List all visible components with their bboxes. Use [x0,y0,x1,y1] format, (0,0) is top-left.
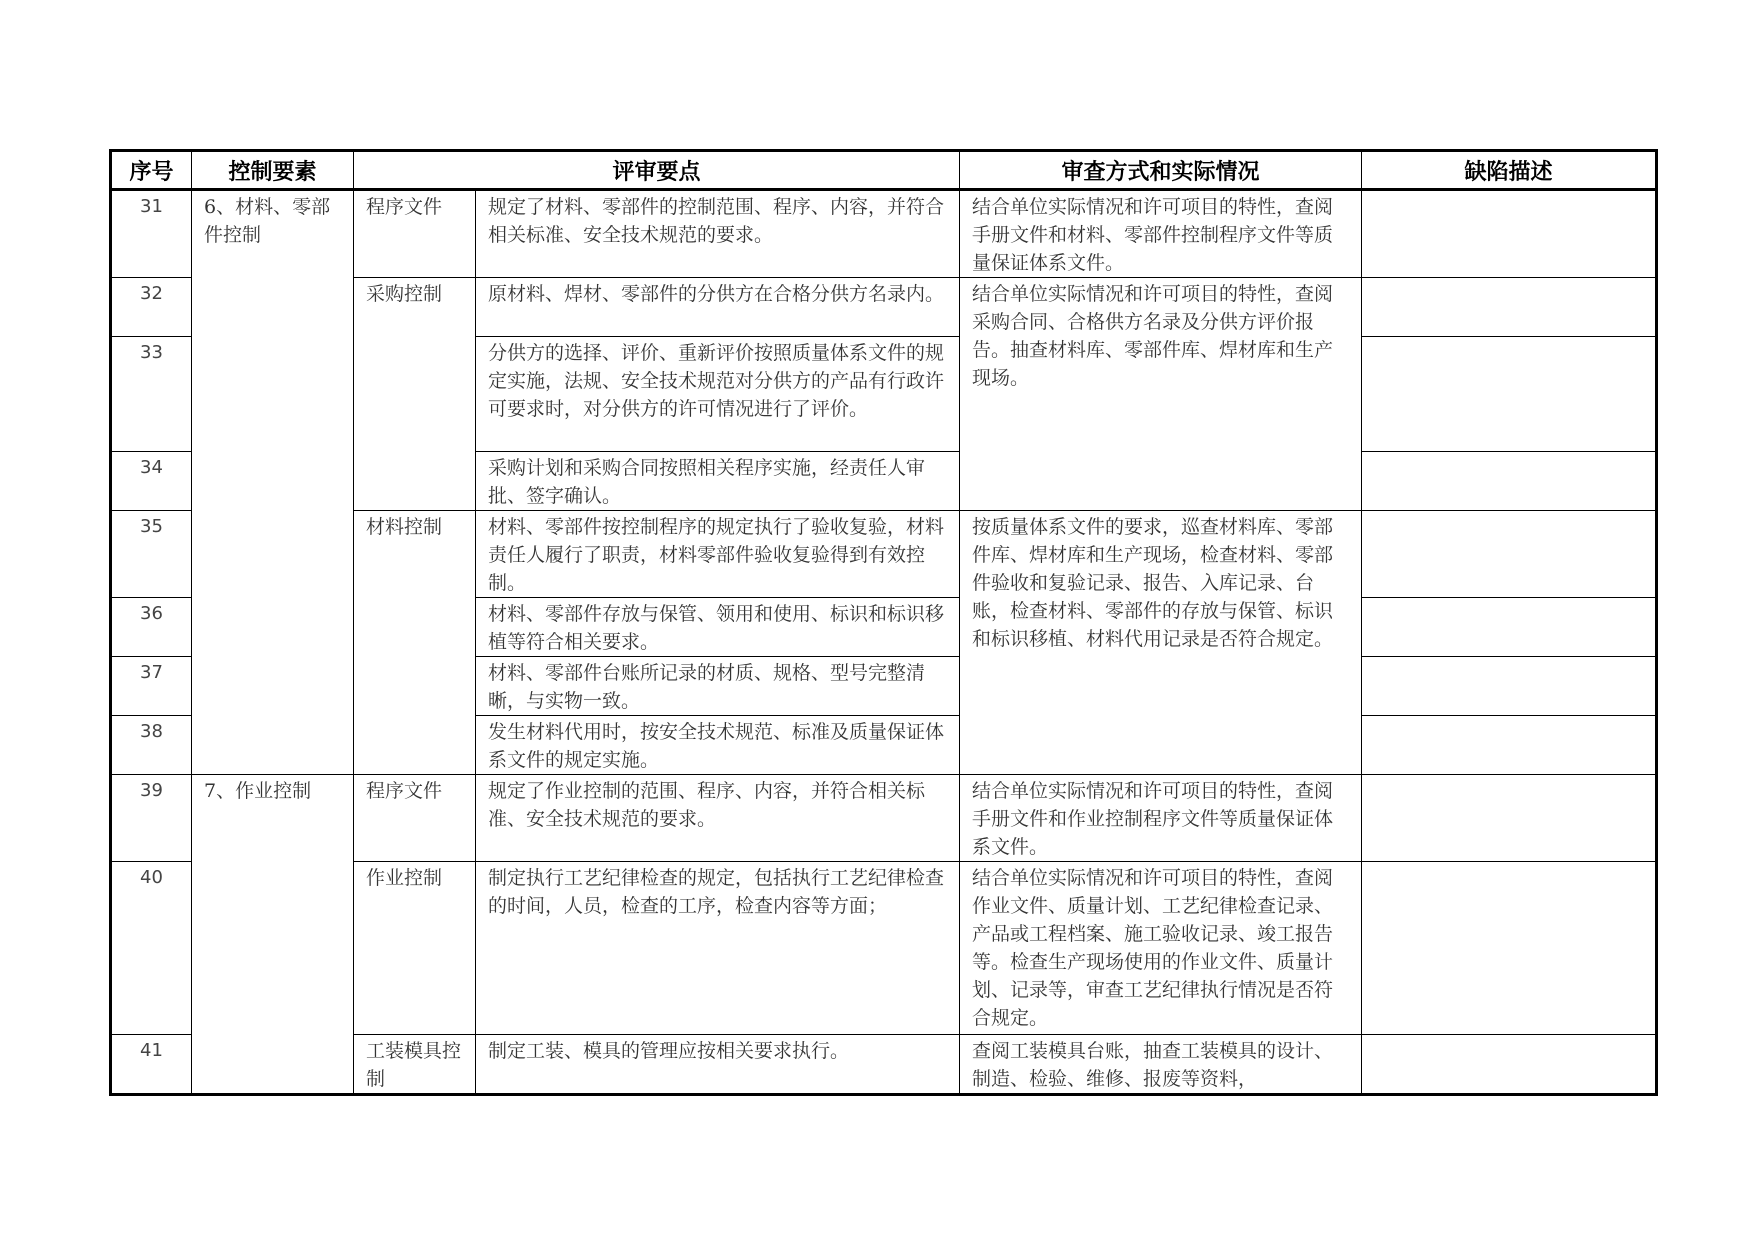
header-review-points: 评审要点 [354,151,960,190]
defect-cell[interactable] [1362,775,1657,862]
review-point-cell: 规定了作业控制的范围、程序、内容，并符合相关标准、安全技术规范的要求。 [476,775,960,862]
review-point-cell: 制定执行工艺纪律检查的规定，包括执行工艺纪律检查的时间，人员，检查的工序，检查内容等方面； [476,862,960,1035]
defect-cell[interactable] [1362,452,1657,511]
row-number: 34 [111,452,192,511]
table-row [111,775,1657,862]
review-point-cell: 发生材料代用时，按安全技术规范、标准及质量保证体系文件的规定实施。 [476,716,960,775]
row-number: 32 [111,278,192,337]
defect-cell[interactable] [1362,716,1657,775]
control-element-cell: 7、作业控制 [192,775,354,1095]
review-point-cell: 原材料、焊材、零部件的分供方在合格分供方名录内。 [476,278,960,337]
table-header-row [111,151,1657,190]
row-number: 36 [111,598,192,657]
row-number: 35 [111,511,192,598]
header-no: 序号 [111,151,192,190]
defect-cell[interactable] [1362,511,1657,598]
sub-element-cell: 程序文件 [354,190,476,278]
defect-cell[interactable] [1362,1035,1657,1095]
review-point-cell: 材料、零部件台账所记录的材质、规格、型号完整清晰，与实物一致。 [476,657,960,716]
sub-element-cell: 工装模具控制 [354,1035,476,1095]
review-point-cell: 制定工装、模具的管理应按相关要求执行。 [476,1035,960,1095]
defect-cell[interactable] [1362,190,1657,278]
row-number: 40 [111,862,192,1035]
row-number: 31 [111,190,192,278]
defect-cell[interactable] [1362,278,1657,337]
row-number: 38 [111,716,192,775]
control-element-cell: 6、材料、零部件控制 [192,190,354,775]
review-point-cell: 材料、零部件按控制程序的规定执行了验收复验，材料责任人履行了职责，材料零部件验收复验得到有效控制。 [476,511,960,598]
sub-element-cell: 作业控制 [354,862,476,1035]
header-defect-description: 缺陷描述 [1362,151,1657,190]
defect-cell[interactable] [1362,337,1657,452]
table-row [111,190,1657,278]
row-number: 37 [111,657,192,716]
check-method-cell: 查阅工装模具台账，抽查工装模具的设计、制造、检验、维修、报废等资料， [960,1035,1362,1095]
review-point-cell: 分供方的选择、评价、重新评价按照质量体系文件的规定实施，法规、安全技术规范对分供方的产品有行政许可要求时，对分供方的许可情况进行了评价。 [476,337,960,452]
header-check-method: 审查方式和实际情况 [960,151,1362,190]
defect-cell[interactable] [1362,657,1657,716]
defect-cell[interactable] [1362,862,1657,1035]
defect-cell[interactable] [1362,598,1657,657]
check-method-cell: 结合单位实际情况和许可项目的特性，查阅手册文件和材料、零部件控制程序文件等质量保证体系文件。 [960,190,1362,278]
check-method-cell: 按质量体系文件的要求，巡查材料库、零部件库、焊材库和生产现场，检查材料、零部件验收和复验记录、报告、入库记录、台账，检查材料、零部件的存放与保管、标识和标识移植、材料代用记录是否符合规定。 [960,511,1362,775]
review-table [109,149,1658,1096]
review-point-cell: 材料、零部件存放与保管、领用和使用、标识和标识移植等符合相关要求。 [476,598,960,657]
review-point-cell: 规定了材料、零部件的控制范围、程序、内容，并符合相关标准、安全技术规范的要求。 [476,190,960,278]
header-control-element: 控制要素 [192,151,354,190]
row-number: 41 [111,1035,192,1095]
sub-element-cell: 材料控制 [354,511,476,775]
check-method-cell: 结合单位实际情况和许可项目的特性，查阅手册文件和作业控制程序文件等质量保证体系文件。 [960,775,1362,862]
row-number: 33 [111,337,192,452]
sub-element-cell: 采购控制 [354,278,476,511]
row-number: 39 [111,775,192,862]
check-method-cell: 结合单位实际情况和许可项目的特性，查阅作业文件、质量计划、工艺纪律检查记录、产品或工程档案、施工验收记录、竣工报告等。检查生产现场使用的作业文件、质量计划、记录等，审查工艺纪律执行情况是否符合规定。 [960,862,1362,1035]
check-method-cell: 结合单位实际情况和许可项目的特性，查阅采购合同、合格供方名录及分供方评价报告。抽查材料库、零部件库、焊材库和生产现场。 [960,278,1362,511]
review-point-cell: 采购计划和采购合同按照相关程序实施，经责任人审批、签字确认。 [476,452,960,511]
sub-element-cell: 程序文件 [354,775,476,862]
